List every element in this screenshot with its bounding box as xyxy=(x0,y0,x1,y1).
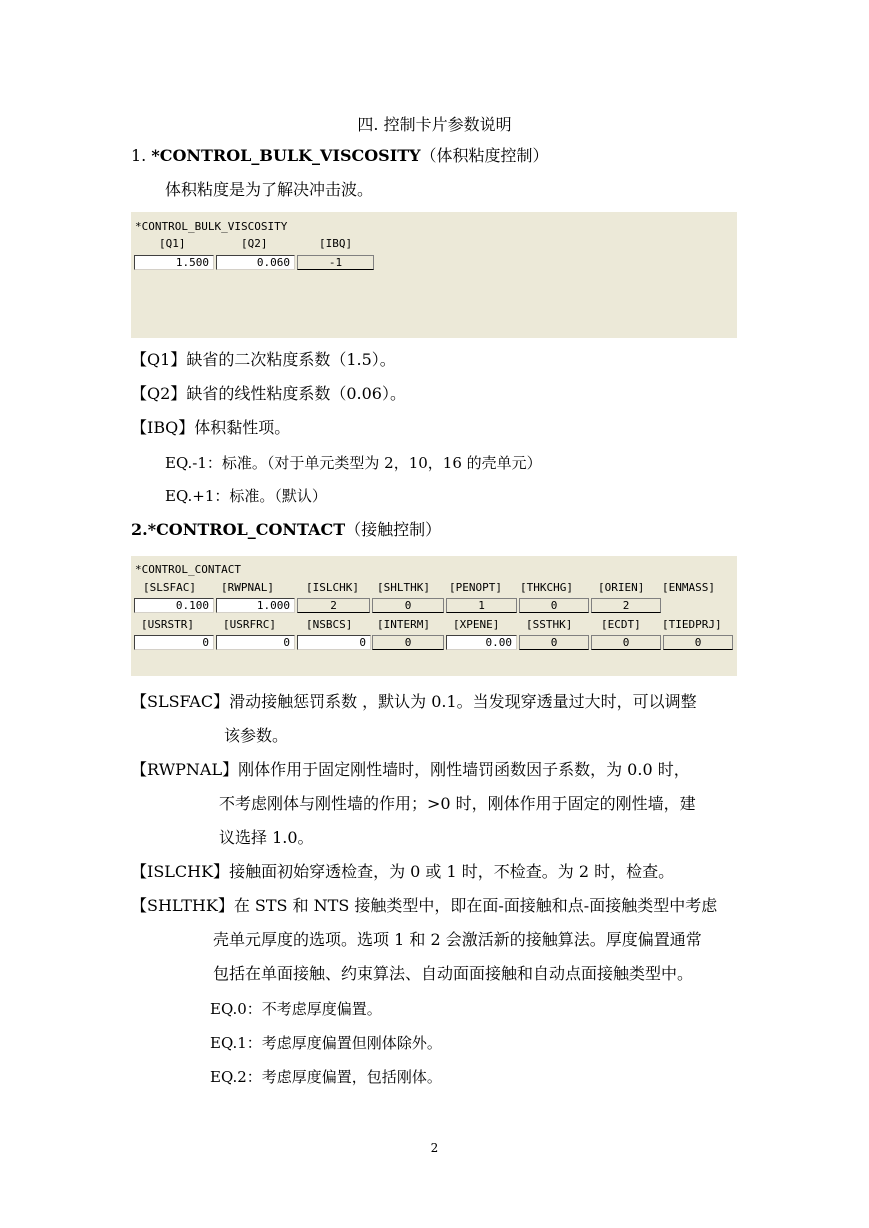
header-ibq: [IBQ] xyxy=(319,237,353,250)
param-q1-desc: 缺省的二次粘度系数（1.5）。 xyxy=(186,350,396,369)
param-shlthk-desc: 在 STS 和 NTS 接触类型中，即在面-面接触和点-面接触类型中考虑 xyxy=(233,896,718,915)
param-shlthk-cont-2: 包括在单面接触、约束算法、自动面面接触和自动点面接触类型中。 xyxy=(213,964,694,983)
section-1-number: 1. xyxy=(131,146,152,165)
card-title: *CONTROL_BULK_VISCOSITY xyxy=(135,220,288,233)
section-2-paren: （接触控制） xyxy=(345,520,442,539)
xpene-input[interactable]: 0.00 xyxy=(446,635,517,650)
section-1-heading xyxy=(131,146,549,166)
header-orien: [ORIEN] xyxy=(598,581,645,594)
shlthk-select[interactable]: 0 xyxy=(372,598,444,613)
header-ssthk: [SSTHK] xyxy=(526,618,573,631)
param-slsfac-cont: 该参数。 xyxy=(224,726,289,745)
param-islchk xyxy=(131,862,674,882)
bulk-viscosity-card xyxy=(131,212,737,338)
nsbcs-input[interactable]: 0 xyxy=(297,635,371,650)
header-islchk: [ISLCHK] xyxy=(306,581,359,594)
param-rwpnal-cont-2: 议选择 1.0。 xyxy=(219,828,314,847)
param-slsfac-desc: 滑动接触惩罚系数 ，默认为 0.1。当发现穿透量过大时，可以调整 xyxy=(229,692,697,711)
islchk-select[interactable]: 2 xyxy=(297,598,370,613)
card-title: *CONTROL_CONTACT xyxy=(135,563,241,576)
thkchg-select[interactable]: 0 xyxy=(519,598,589,613)
section-2-number: 2. xyxy=(131,520,148,539)
param-slsfac xyxy=(131,692,697,712)
header-shlthk: [SHLTHK] xyxy=(377,581,430,594)
header-xpene: [XPENE] xyxy=(453,618,500,631)
shlthk-eq-0: EQ.0：不考虑厚度偏置。 xyxy=(210,1000,382,1018)
param-q2-desc: 缺省的线性粘度系数（0.06）。 xyxy=(186,384,406,403)
param-q2 xyxy=(131,384,406,404)
usrfrc-input[interactable]: 0 xyxy=(216,635,295,650)
ecdt-select[interactable]: 0 xyxy=(591,635,661,650)
param-q2-key: 【Q2】 xyxy=(131,384,187,403)
header-q1: [Q1] xyxy=(159,237,186,250)
section-1-intro: 体积粘度是为了解决冲击波。 xyxy=(165,180,374,199)
shlthk-eq-1: EQ.1：考虑厚度偏置但刚体除外。 xyxy=(210,1034,442,1052)
param-shlthk xyxy=(131,896,717,916)
rwpnal-input[interactable]: 1.000 xyxy=(216,598,295,613)
ibq-eq-minus1: EQ.-1：标准。（对于单元类型为 2，10，16 的壳单元） xyxy=(165,454,542,472)
usrstr-input[interactable]: 0 xyxy=(134,635,214,650)
ibq-eq-plus1: EQ.+1：标准。（默认） xyxy=(165,487,327,505)
header-tiedprj: [TIEDPRJ] xyxy=(662,618,722,631)
param-q1 xyxy=(131,350,396,370)
penopt-select[interactable]: 1 xyxy=(446,598,517,613)
param-shlthk-key: 【SHLTHK】 xyxy=(131,896,234,915)
q2-input[interactable]: 0.060 xyxy=(216,255,295,270)
section-2-keyword: *CONTROL_CONTACT xyxy=(147,520,346,539)
param-slsfac-key: 【SLSFAC】 xyxy=(131,692,230,711)
orien-select[interactable]: 2 xyxy=(591,598,661,613)
ibq-select[interactable]: -1 xyxy=(297,255,374,270)
section-1-keyword: *CONTROL_BULK_VISCOSITY xyxy=(151,146,421,165)
header-slsfac: [SLSFAC] xyxy=(143,581,196,594)
header-enmass: [ENMASS] xyxy=(662,581,715,594)
param-ibq-desc: 体积黏性项。 xyxy=(194,418,291,437)
tiedprj-select[interactable]: 0 xyxy=(663,635,733,650)
header-nsbcs: [NSBCS] xyxy=(306,618,353,631)
param-shlthk-cont-1: 壳单元厚度的选项。选项 1 和 2 会激活新的接触算法。厚度偏置通常 xyxy=(213,930,702,949)
section-1-paren: （体积粘度控制） xyxy=(420,146,549,165)
page-number: 2 xyxy=(430,1141,439,1155)
shlthk-eq-2: EQ.2：考虑厚度偏置，包括刚体。 xyxy=(210,1068,442,1086)
section-2-heading xyxy=(131,520,441,540)
header-ecdt: [ECDT] xyxy=(601,618,641,631)
header-penopt: [PENOPT] xyxy=(449,581,502,594)
q1-input[interactable]: 1.500 xyxy=(134,255,214,270)
slsfac-input[interactable]: 0.100 xyxy=(134,598,214,613)
param-ibq xyxy=(131,418,290,438)
interm-select[interactable]: 0 xyxy=(372,635,444,650)
param-rwpnal-key: 【RWPNAL】 xyxy=(131,760,239,779)
header-rwpnal: [RWPNAL] xyxy=(221,581,274,594)
param-ibq-key: 【IBQ】 xyxy=(131,418,195,437)
header-thkchg: [THKCHG] xyxy=(520,581,573,594)
header-usrfrc: [USRFRC] xyxy=(223,618,276,631)
param-rwpnal xyxy=(131,760,690,780)
control-contact-card xyxy=(131,556,737,676)
param-rwpnal-desc: 刚体作用于固定刚性墙时，刚性墙罚函数因子系数，为 0.0 时， xyxy=(238,760,690,779)
param-islchk-key: 【ISLCHK】 xyxy=(131,862,230,881)
section-title: 四. 控制卡片参数说明 xyxy=(357,115,512,134)
ssthk-select[interactable]: 0 xyxy=(519,635,589,650)
header-q2: [Q2] xyxy=(241,237,268,250)
param-rwpnal-cont-1: 不考虑刚体与刚性墙的作用；>0 时，刚体作用于固定的刚性墙，建 xyxy=(219,794,696,813)
param-q1-key: 【Q1】 xyxy=(131,350,187,369)
header-usrstr: [USRSTR] xyxy=(141,618,194,631)
header-interm: [INTERM] xyxy=(377,618,430,631)
param-islchk-desc: 接触面初始穿透检查，为 0 或 1 时，不检查。为 2 时，检查。 xyxy=(229,862,675,881)
